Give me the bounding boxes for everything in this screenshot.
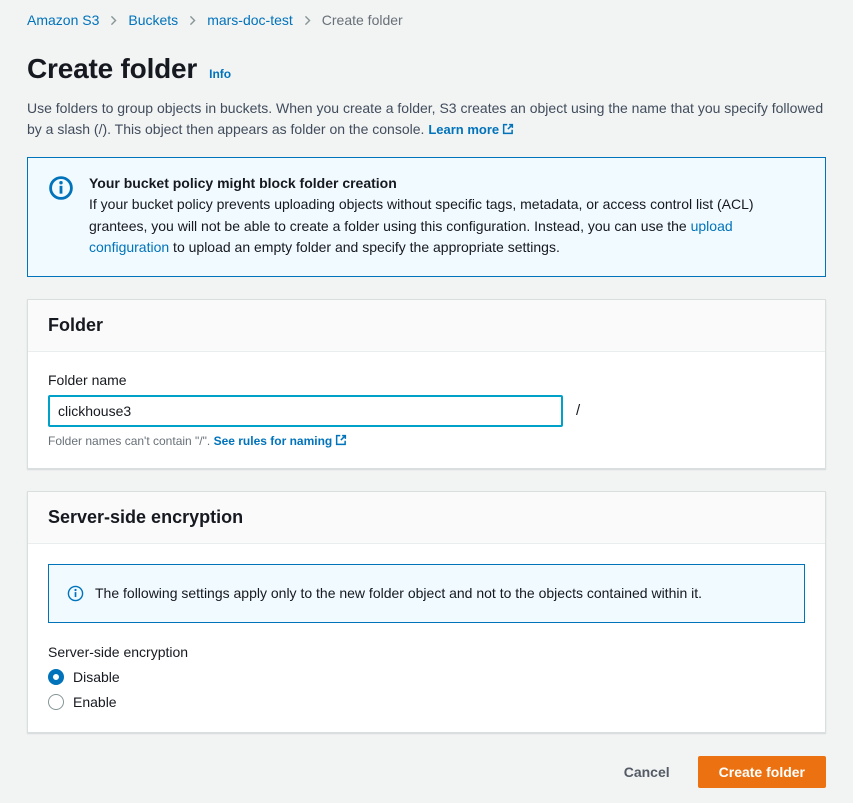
folder-name-input-row [48,395,805,427]
folder-name-label: Folder name [48,371,127,388]
cancel-button[interactable]: Cancel [623,763,670,780]
external-link-icon [335,434,347,446]
alert-title: Your bucket policy might block folder creation [89,175,397,192]
breadcrumb [27,10,826,28]
learn-more-label: Learn more [428,121,500,137]
page-title: Create folder [27,53,198,84]
alert-body-text-before: If your bucket policy prevents uploading objects without specific tags, metadata, or access control list (ACL) grantees, you will not be able to create a folder using this configuration. Instead, you can use the [89,196,754,234]
chevron-right-icon [108,15,119,26]
folder-name-input[interactable] [48,395,563,427]
radio-option-disable-label: Disable [73,668,120,685]
page-description [27,98,826,139]
radio-selected-icon[interactable] [48,669,64,685]
folder-section [27,299,826,469]
form-actions [27,756,826,803]
encryption-info-box [48,564,805,623]
naming-rules-label: See rules for naming [213,433,333,448]
info-circle-icon [48,175,74,259]
alert-content [89,173,779,259]
radio-option-enable[interactable] [48,694,805,710]
encryption-section-header [28,492,825,544]
page-header [27,53,826,85]
chevron-right-icon [302,15,313,26]
breadcrumb-item-bucket-name[interactable]: mars-doc-test [207,12,293,28]
radio-option-enable-label: Enable [73,693,117,710]
folder-name-slash-suffix: / [576,402,581,420]
folder-section-title: Folder [48,314,104,335]
breadcrumb-item-amazon-s3[interactable]: Amazon S3 [27,12,100,28]
folder-name-helper [48,434,805,448]
chevron-right-icon [187,15,198,26]
encryption-info-text: The following settings apply only to the new folder object and not to the objects contained within it. [95,584,703,601]
folder-section-header [28,300,825,352]
info-link[interactable]: Info [209,67,232,81]
page-description-text: Use folders to group objects in buckets. When you create a folder, S3 creates an object using the name that you specify followed by a slash (/). This object then appears as folder on the console. [27,100,824,137]
create-folder-button[interactable]: Create folder [698,756,826,788]
learn-more-link[interactable] [428,122,514,137]
radio-unselected-icon[interactable] [48,694,64,710]
encryption-section-title: Server-side encryption [48,506,244,527]
encryption-section [27,491,826,733]
naming-rules-link[interactable] [214,434,348,448]
radio-option-disable[interactable] [48,669,805,685]
folder-name-constraint-text: Folder names can't contain "/". [48,433,214,448]
breadcrumb-current: Create folder [321,12,403,28]
info-circle-icon [67,585,84,602]
bucket-policy-alert [27,157,826,277]
alert-body [89,194,779,259]
folder-section-body [28,352,825,468]
alert-body-text-after: to upload an empty folder and specify the appropriate settings. [169,239,560,256]
breadcrumb-item-buckets[interactable]: Buckets [128,12,179,28]
encryption-section-body [28,544,825,732]
external-link-icon [502,123,514,135]
upload-configuration-link[interactable]: upload configuration [89,217,733,256]
encryption-radio-group-label: Server-side encryption [48,643,189,660]
encryption-radio-group [48,644,805,710]
